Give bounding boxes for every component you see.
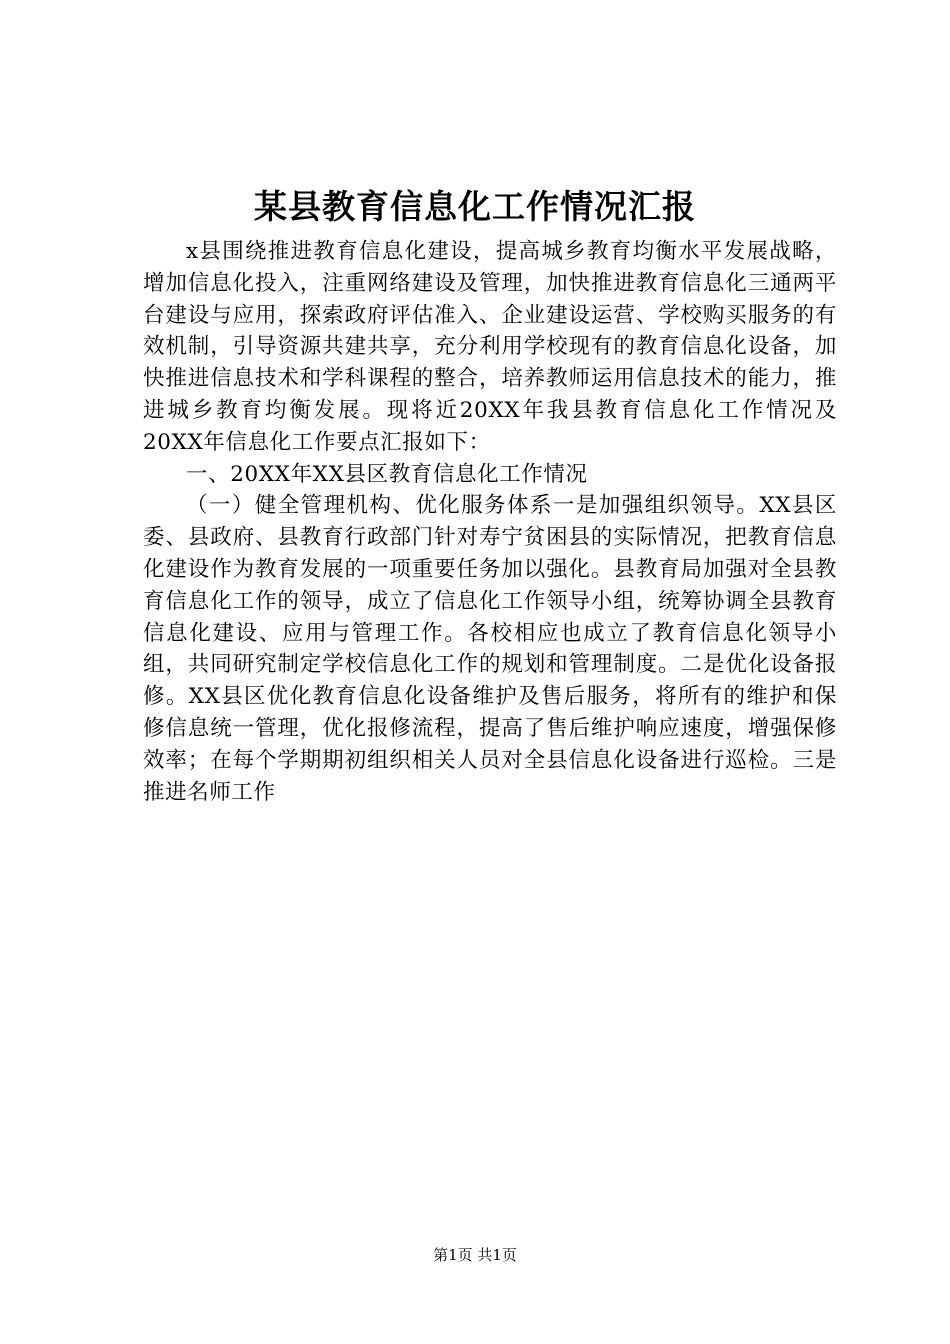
section-paragraph: （一）健全管理机构、优化服务体系一是加强组织领导。XX县区委、县政府、县教育行政部门针对寿宁贫困县的实际情况，把教育信息化建设作为教育发展的一项重要任务加以强化。县教育局加强对全县教育信息化工作的领导，成立了信息化工作领导小组，统筹协调全县教育信息化建设、应用与管理工作。各校相应也成立了教育信息化领导小组，共同研究制定学校信息化工作的规划和管理制度。二是优化设备报修。XX县区优化教育信息化设备维护及售后服务，将所有的维护和保修信息统一管理，优化报修流程，提高了售后维护响应速度，增强保修效率；在每个学期期初组织相关人员对全县信息化设备进行巡检。三是推进名师工作 bbox=[143, 493, 837, 805]
section-heading: 一、20XX年XX县区教育信息化工作情况 bbox=[186, 461, 588, 487]
document-title: 某县教育信息化工作情况汇报 bbox=[254, 187, 696, 226]
intro-paragraph: x县围绕推进教育信息化建设，提高城乡教育均衡水平发展战略，增加信息化投入，注重网络建设及管理，加快推进教育信息化三通两平台建设与应用，探索政府评估准入、企业建设运营、学校购买服务的有效机制，引导资源共建共享，充分利用学校现有的教育信息化设备，加快推进信息技术和学科课程的整合，培养教师运用信息技术的能力，推进城乡教育均衡发展。现将近20XX年我县教育信息化工作情况及20XX年信息化工作要点汇报如下： bbox=[143, 239, 837, 455]
document-body bbox=[143, 236, 837, 808]
page-number-footer: 第1页 共1页 bbox=[433, 1246, 517, 1264]
